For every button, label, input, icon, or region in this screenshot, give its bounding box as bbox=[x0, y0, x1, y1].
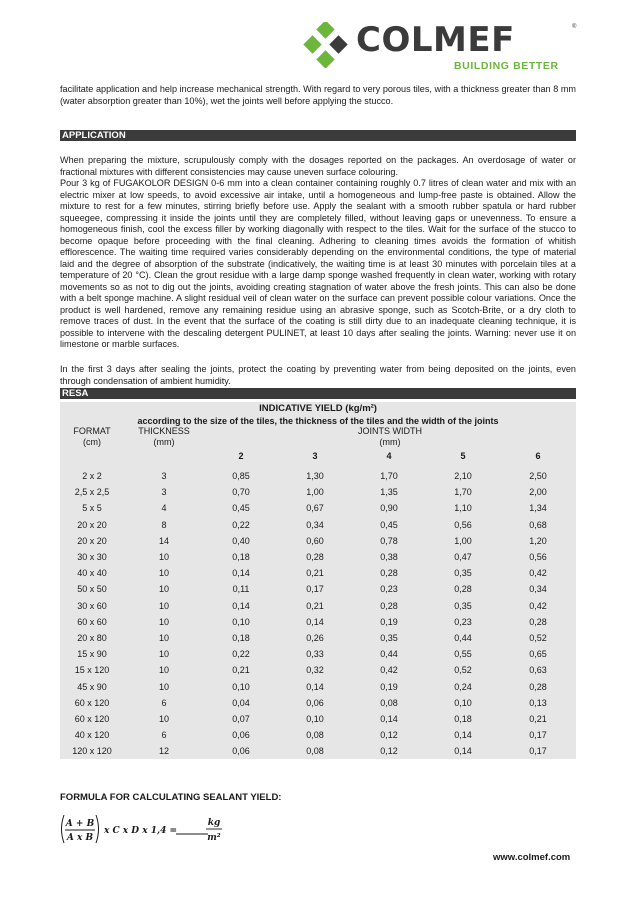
table-cell: 0,35 bbox=[454, 568, 472, 579]
application-paragraph-3: In the first 3 days after sealing the joints, protect the coating by preventing water from being deposited on the joints, even through condensation of ambient humidity. bbox=[60, 364, 576, 386]
table-cell: 1,70 bbox=[380, 471, 398, 482]
footer-url: www.colmef.com bbox=[493, 852, 571, 863]
table-cell: 4 bbox=[161, 503, 167, 514]
table-cell: 0,52 bbox=[454, 665, 472, 676]
table-cell: 0,18 bbox=[232, 552, 250, 563]
yield-table-subtitle: according to the size of the tiles, the thickness of the tiles and the width of the joints bbox=[137, 415, 499, 426]
resa-heading: RESA bbox=[60, 388, 576, 399]
table-row bbox=[60, 727, 576, 743]
table-cell: 10 bbox=[158, 600, 169, 611]
table-cell: 0,10 bbox=[232, 616, 250, 627]
table-cell: 0,42 bbox=[380, 665, 398, 676]
table-cell: 10 bbox=[158, 632, 169, 643]
table-cell: 0,08 bbox=[380, 697, 398, 708]
table-cell: 1,34 bbox=[529, 503, 547, 514]
table-cell: 8 bbox=[161, 519, 167, 530]
table-cell: 15 x 90 bbox=[77, 649, 107, 660]
table-cell: 0,22 bbox=[232, 519, 250, 530]
table-cell: 0,44 bbox=[454, 632, 472, 643]
table-cell: 0,55 bbox=[454, 649, 472, 660]
table-row bbox=[60, 484, 576, 500]
table-cell: 1,20 bbox=[529, 535, 547, 546]
table-cell: 0,33 bbox=[306, 649, 324, 660]
joint-width-5: 5 bbox=[460, 451, 466, 461]
table-cell: 20 x 20 bbox=[77, 519, 107, 530]
table-cell: 0,22 bbox=[232, 649, 250, 660]
table-cell: 30 x 60 bbox=[77, 600, 107, 611]
table-cell: 0,21 bbox=[529, 713, 547, 724]
table-cell: 14 bbox=[158, 535, 169, 546]
brand-registered-mark: ® bbox=[572, 24, 577, 30]
application-paragraph-1: When preparing the mixture, scrupulously comply with the dosages reported on the packages. An overdosage of water or fractional mixtures with different consistencies may cause uneven surface colouring. bbox=[60, 155, 576, 177]
table-cell: 0,13 bbox=[529, 697, 547, 708]
table-cell: 2,10 bbox=[454, 471, 472, 482]
table-cell: 0,17 bbox=[529, 730, 547, 741]
table-cell: 0,38 bbox=[380, 552, 398, 563]
table-row bbox=[60, 549, 576, 565]
table-cell: 0,06 bbox=[306, 697, 324, 708]
colmef-logo bbox=[302, 20, 582, 72]
formula-numerator: A + B bbox=[65, 819, 95, 829]
formula-title: FORMULA FOR CALCULATING SEALANT YIELD: bbox=[60, 792, 282, 803]
table-cell: 0,78 bbox=[380, 535, 398, 546]
table-cell: 5 x 5 bbox=[82, 503, 102, 514]
table-row bbox=[60, 678, 576, 694]
table-row bbox=[60, 500, 576, 516]
table-cell: 0,47 bbox=[454, 552, 472, 563]
table-cell: 0,14 bbox=[306, 681, 324, 692]
table-cell: 0,19 bbox=[380, 616, 398, 627]
yield-table-body bbox=[60, 468, 576, 759]
table-cell: 30 x 30 bbox=[77, 552, 107, 563]
table-row bbox=[60, 695, 576, 711]
table-cell: 0,68 bbox=[529, 519, 547, 530]
table-cell: 0,28 bbox=[306, 552, 324, 563]
table-cell: 0,28 bbox=[380, 568, 398, 579]
table-cell: 0,45 bbox=[232, 503, 250, 514]
table-cell: 0,70 bbox=[232, 487, 250, 498]
table-cell: 0,07 bbox=[232, 713, 250, 724]
table-row bbox=[60, 662, 576, 678]
table-cell: 0,21 bbox=[306, 600, 324, 611]
table-cell: 60 x 60 bbox=[77, 616, 107, 627]
col-header-format: FORMAT bbox=[73, 426, 111, 436]
table-cell: 0,28 bbox=[529, 681, 547, 692]
table-cell: 0,06 bbox=[232, 730, 250, 741]
table-row bbox=[60, 646, 576, 662]
table-cell: 0,52 bbox=[529, 632, 547, 643]
yield-table-title: INDICATIVE YIELD (kg/m²) bbox=[259, 403, 377, 414]
table-cell: 0,34 bbox=[529, 584, 547, 595]
table-row bbox=[60, 743, 576, 759]
table-cell: 0,14 bbox=[232, 568, 250, 579]
table-cell: 0,23 bbox=[454, 616, 472, 627]
table-cell: 0,14 bbox=[306, 616, 324, 627]
table-row bbox=[60, 533, 576, 549]
table-row bbox=[60, 630, 576, 646]
table-row bbox=[60, 517, 576, 533]
table-cell: 0,44 bbox=[380, 649, 398, 660]
table-cell: 2,5 x 2,5 bbox=[74, 487, 110, 498]
table-cell: 10 bbox=[158, 649, 169, 660]
table-cell: 1,30 bbox=[306, 471, 324, 482]
table-cell: 0,10 bbox=[306, 713, 324, 724]
brand-tagline: BUILDING BETTER bbox=[454, 60, 559, 72]
table-cell: 0,12 bbox=[380, 746, 398, 757]
table-cell: 0,28 bbox=[454, 584, 472, 595]
table-cell: 10 bbox=[158, 713, 169, 724]
table-cell: 1,00 bbox=[454, 535, 472, 546]
col-header-joints-unit: (mm) bbox=[379, 437, 401, 447]
table-cell: 12 bbox=[158, 746, 169, 757]
table-cell: 10 bbox=[158, 568, 169, 579]
table-cell: 45 x 90 bbox=[77, 681, 107, 692]
table-cell: 3 bbox=[161, 487, 167, 498]
formula-unit-denominator: m² bbox=[207, 833, 221, 843]
col-header-format-unit: (cm) bbox=[83, 437, 101, 447]
table-cell: 10 bbox=[158, 616, 169, 627]
table-cell: 0,14 bbox=[232, 600, 250, 611]
table-cell: 0,12 bbox=[380, 730, 398, 741]
table-cell: 0,14 bbox=[380, 713, 398, 724]
table-row bbox=[60, 711, 576, 727]
table-cell: 0,90 bbox=[380, 503, 398, 514]
table-cell: 0,42 bbox=[529, 600, 547, 611]
table-cell: 0,45 bbox=[380, 519, 398, 530]
table-cell: 0,63 bbox=[529, 665, 547, 676]
col-header-thickness: THICKNESS bbox=[138, 426, 190, 436]
table-cell: 0,08 bbox=[306, 746, 324, 757]
table-cell: 3 bbox=[161, 471, 167, 482]
table-cell: 0,56 bbox=[529, 552, 547, 563]
table-cell: 0,14 bbox=[454, 746, 472, 757]
table-cell: 40 x 40 bbox=[77, 568, 107, 579]
table-cell: 6 bbox=[161, 730, 167, 741]
table-cell: 0,06 bbox=[232, 746, 250, 757]
application-heading: APPLICATION bbox=[60, 130, 576, 141]
brand-name: COLMEF bbox=[356, 20, 515, 60]
table-cell: 0,17 bbox=[529, 746, 547, 757]
table-cell: 0,17 bbox=[306, 584, 324, 595]
table-cell: 0,21 bbox=[232, 665, 250, 676]
formula-unit-numerator: kg bbox=[207, 818, 221, 828]
table-cell: 0,24 bbox=[454, 681, 472, 692]
table-cell: 0,14 bbox=[454, 730, 472, 741]
table-cell: 10 bbox=[158, 681, 169, 692]
table-cell: 0,11 bbox=[232, 584, 250, 595]
table-cell: 0,23 bbox=[380, 584, 398, 595]
table-cell: 0,18 bbox=[232, 632, 250, 643]
colmef-diamond-logo-icon bbox=[302, 22, 350, 68]
joint-width-4: 4 bbox=[386, 451, 392, 461]
table-cell: 0,85 bbox=[232, 471, 250, 482]
table-cell: 0,10 bbox=[454, 697, 472, 708]
table-cell: 60 x 120 bbox=[74, 713, 110, 724]
table-cell: 0,21 bbox=[306, 568, 324, 579]
joint-width-3: 3 bbox=[312, 451, 318, 461]
table-cell: 0,10 bbox=[232, 681, 250, 692]
table-cell: 0,65 bbox=[529, 649, 547, 660]
table-cell: 0,28 bbox=[380, 600, 398, 611]
formula-body: x C x D x 1,4 = bbox=[104, 826, 178, 836]
col-header-joints-width: JOINTS WIDTH bbox=[358, 426, 423, 436]
table-cell: 0,40 bbox=[232, 535, 250, 546]
table-cell: 20 x 20 bbox=[77, 535, 107, 546]
table-cell: 2,00 bbox=[529, 487, 547, 498]
table-cell: 0,56 bbox=[454, 519, 472, 530]
table-cell: 2 x 2 bbox=[82, 471, 102, 482]
table-row bbox=[60, 581, 576, 597]
table-cell: 0,32 bbox=[306, 665, 324, 676]
formula-denominator: A x B bbox=[66, 833, 94, 843]
table-cell: 0,19 bbox=[380, 681, 398, 692]
table-row bbox=[60, 598, 576, 614]
table-row bbox=[60, 614, 576, 630]
joint-width-6: 6 bbox=[535, 451, 541, 461]
table-cell: 0,67 bbox=[306, 503, 324, 514]
table-cell: 6 bbox=[161, 697, 167, 708]
application-paragraph-2: Pour 3 kg of FUGAKOLOR DESIGN 0-6 mm into a clean container containing roughly 0.7 litres of clean water and mix with an electric mixer at low speeds, to avoid excessive air intake, until a homogeneous and lump-free paste is obtained. Allow the mixture to rest for a few minutes, stirring briefly before use. Apply the sealant with a smooth rubber spatula or hard rubber squeegee, compressing it inside the joints until they are completely filled, without leaving gaps or unevenness. To ensure a homogeneous finish, cool the excess filler by working diagonally with respect to the tiles. Wait for the surface of the stucco to become opaque before proceeding with the final cleaning. Adhering to cleaning times avoids the formation of whitish efflorescence. The waiting time required varies considerably depending on the environmental conditions, the type of material laid and the degree of absorption of the substrate (indicatively, the waiting time is at least 30 minutes with porcelain tiles at a temperature of 20 °C). Clean the grout residue with a large damp sponge washed frequently in clean water, working with rotary movements so as not to dig out the joints, avoiding creating stagnation of water above the fresh joints. This can also be done with a belt sponge machine. A slight residual veil of clean water on the surface can prevent possible colour variations. Once the product is well hardened, remove any remaining residue using an abrasive sponge, such as Scotch-Brite, or a dry cloth to remove traces of dust. In the event that the surface of the coating is still dirty due to an inadequate cleaning technique, it is possible to intervene with the descaling detergent PULINET, at least 10 days after sealing the joints. Warning: never use it on limestone or marble surfaces. bbox=[60, 178, 576, 349]
table-cell: 10 bbox=[158, 552, 169, 563]
table-cell: 40 x 120 bbox=[74, 730, 110, 741]
table-cell: 0,42 bbox=[529, 568, 547, 579]
table-cell: 120 x 120 bbox=[72, 746, 112, 757]
table-cell: 50 x 50 bbox=[77, 584, 107, 595]
table-cell: 10 bbox=[158, 584, 169, 595]
table-cell: 1,00 bbox=[306, 487, 324, 498]
table-cell: 0,04 bbox=[232, 697, 250, 708]
joint-width-2: 2 bbox=[238, 451, 244, 461]
table-cell: 1,35 bbox=[380, 487, 398, 498]
table-row bbox=[60, 565, 576, 581]
yield-table bbox=[60, 402, 576, 759]
table-cell: 0,60 bbox=[306, 535, 324, 546]
table-cell: 0,35 bbox=[454, 600, 472, 611]
table-cell: 10 bbox=[158, 665, 169, 676]
table-cell: 0,35 bbox=[380, 632, 398, 643]
table-cell: 1,70 bbox=[454, 487, 472, 498]
intro-paragraph: facilitate application and help increase mechanical strength. With regard to very porous tiles, with a thickness greater than 8 mm (water absorption greater than 10%), wet the joints well before applying the stucco. bbox=[60, 84, 576, 106]
table-cell: 15 x 120 bbox=[74, 665, 110, 676]
table-cell: 60 x 120 bbox=[74, 697, 110, 708]
col-header-thickness-unit: (mm) bbox=[153, 437, 175, 447]
table-cell: 0,26 bbox=[306, 632, 324, 643]
table-cell: 0,34 bbox=[306, 519, 324, 530]
table-cell: 2,50 bbox=[529, 471, 547, 482]
table-cell: 0,08 bbox=[306, 730, 324, 741]
table-cell: 1,10 bbox=[454, 503, 472, 514]
table-row bbox=[60, 468, 576, 484]
table-cell: 0,28 bbox=[529, 616, 547, 627]
table-cell: 0,18 bbox=[454, 713, 472, 724]
table-cell: 20 x 80 bbox=[77, 632, 107, 643]
sealant-yield-formula bbox=[58, 812, 258, 846]
